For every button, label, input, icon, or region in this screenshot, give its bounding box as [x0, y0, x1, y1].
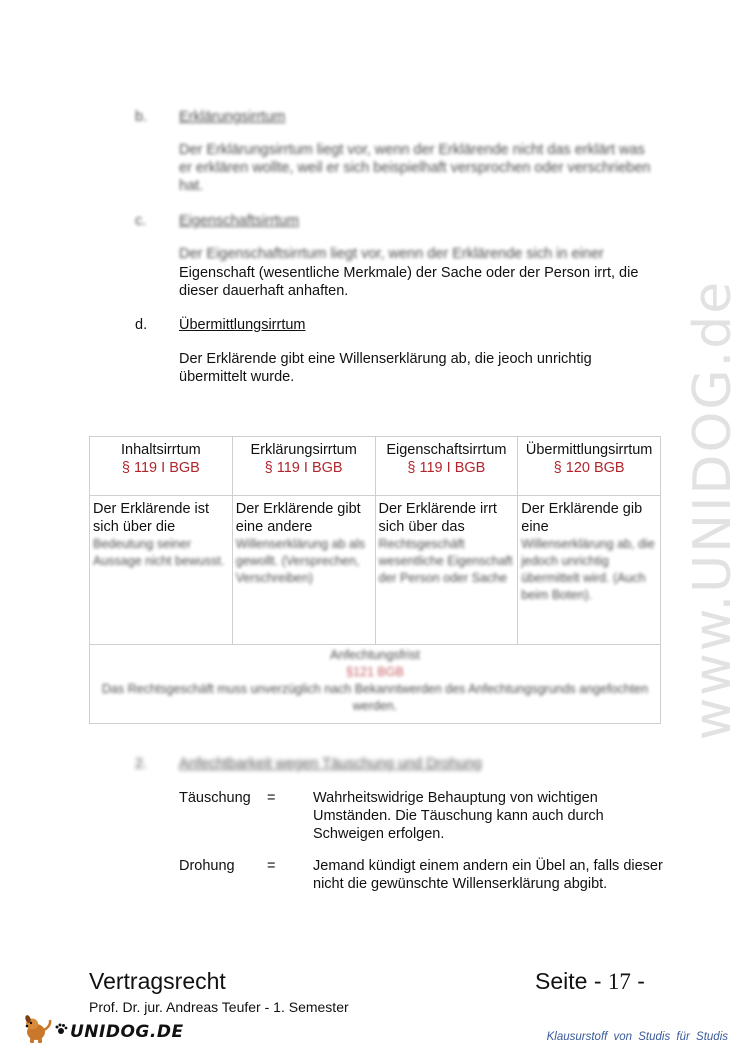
table-frist-row — [90, 645, 661, 724]
header-name: Erklärungsirrtum — [250, 442, 357, 458]
page-number-value: 17 — [607, 969, 631, 994]
cell-visible-text: Der Erklärende irrt sich über das — [378, 501, 497, 535]
section-c-title: Eigenschaftsirrtum — [179, 213, 300, 229]
footer-subtitle: Prof. Dr. jur. Andreas Teufer - 1. Semester — [89, 999, 349, 1015]
section-c-text-blurred: Der Eigenschaftsirrtum liegt vor, wenn der Erklärende sich in einer — [179, 246, 604, 262]
logo-text: UNIDOG.DE — [70, 1021, 184, 1042]
cell-blurred-text: Willenserklärung ab, die jedoch unrichtig übermittelt wird. (Auch beim Boten). — [521, 537, 655, 602]
section-b-heading — [0, 108, 750, 128]
definition-text: Wahrheitswidrige Behauptung von wichtigen Umständen. Die Täuschung kann auch durch Schweigen erfolgen. — [313, 790, 604, 842]
dog-icon — [22, 1014, 54, 1049]
table-body-row — [90, 496, 661, 645]
section-2-heading — [0, 755, 750, 775]
footer-title: Vertragsrecht — [89, 968, 226, 994]
section-2-title: Anfechtbarkeit wegen Täuschung und Drohung — [179, 756, 482, 772]
section-c-heading — [0, 212, 750, 232]
header-ref: § 120 BGB — [553, 460, 625, 476]
section-c-letter: c. — [135, 213, 147, 229]
definition-text: Jemand kündigt einem andern ein Übel an, falls dieser nicht die gewünschte Willenserklärung abgibt. — [313, 858, 663, 892]
cell-visible-text: Der Erklärende ist sich über die — [93, 501, 210, 535]
section-b-text: Der Erklärungsirrtum liegt vor, wenn der Erklärende nicht das erklärt was er erklären wollte, weil er sich beispielhaft versprochen oder verschrieben hat. — [179, 142, 651, 194]
unidog-logo[interactable] — [22, 1014, 184, 1049]
section-d-heading — [0, 316, 750, 336]
table-cell — [518, 496, 661, 645]
watermark — [668, 280, 750, 740]
table-header-cell — [90, 437, 233, 496]
header-ref: § 119 I BGB — [264, 460, 343, 476]
cell-blurred-text: Rechtsgeschäft wesentliche Eigenschaft der Person oder Sache — [378, 537, 513, 585]
definition-equals: = — [267, 858, 276, 874]
section-d-letter: d. — [135, 317, 148, 333]
definition-term: Drohung — [179, 858, 235, 874]
cell-blurred-text: Willenserklärung ab als gewollt. (Versprechen, Verschreiben) — [235, 537, 365, 585]
cell-visible-text: Der Erklärende gib eine — [521, 501, 643, 535]
footer-tagline: Klausurstoff von Studis für Studis — [546, 1031, 728, 1043]
section-c-text: Eigenschaft (wesentliche Merkmale) der Sache oder der Person irrt, die dieser dauerhaft anhaften. — [179, 265, 639, 299]
frist-ref: §121 BGB — [346, 665, 404, 679]
watermark-text: www.UNIDOG.de — [683, 279, 743, 741]
cell-visible-text: Der Erklärende gibt eine andere — [235, 501, 361, 535]
header-ref: § 119 I BGB — [121, 460, 200, 476]
header-name: Eigenschaftsirrtum — [386, 442, 507, 458]
definition-equals: = — [267, 790, 276, 806]
header-name: Übermittlungsirrtum — [525, 442, 653, 458]
frist-title: Anfechtungsfrist — [330, 648, 420, 662]
definition-term: Täuschung — [179, 790, 251, 806]
table-cell — [232, 496, 375, 645]
irrtum-table — [89, 436, 661, 724]
section-d-title: Übermittlungsirrtum — [179, 317, 306, 333]
table-header-cell — [232, 437, 375, 496]
frist-cell — [90, 645, 661, 724]
table-cell — [375, 496, 518, 645]
definition-row — [0, 789, 750, 849]
page-suffix: - — [637, 968, 645, 994]
header-ref: § 119 I BGB — [407, 460, 486, 476]
table-header-cell — [375, 437, 518, 496]
table-cell — [90, 496, 233, 645]
definition-row — [0, 857, 750, 917]
paw-icon — [54, 1022, 68, 1041]
page-number — [535, 968, 645, 995]
section-b-title: Erklärungsirrtum — [179, 109, 286, 125]
section-b-letter: b. — [135, 109, 148, 125]
cell-blurred-text: Bedeutung seiner Aussage nicht bewusst. — [93, 537, 225, 568]
section-2-number: 2. — [135, 756, 148, 772]
header-name: Inhaltsirrtum — [120, 442, 201, 458]
section-d-text: Der Erklärende gibt eine Willenserklärung ab, die jeoch unrichtig übermittelt wurde. — [179, 351, 592, 385]
frist-text: Das Rechtsgeschäft muss unverzüglich nach Bekanntwerden des Anfechtungsgrunds angefochten werden. — [101, 682, 649, 713]
table-header-row — [90, 437, 661, 496]
page-prefix: Seite - — [535, 968, 602, 994]
table-header-cell — [518, 437, 661, 496]
